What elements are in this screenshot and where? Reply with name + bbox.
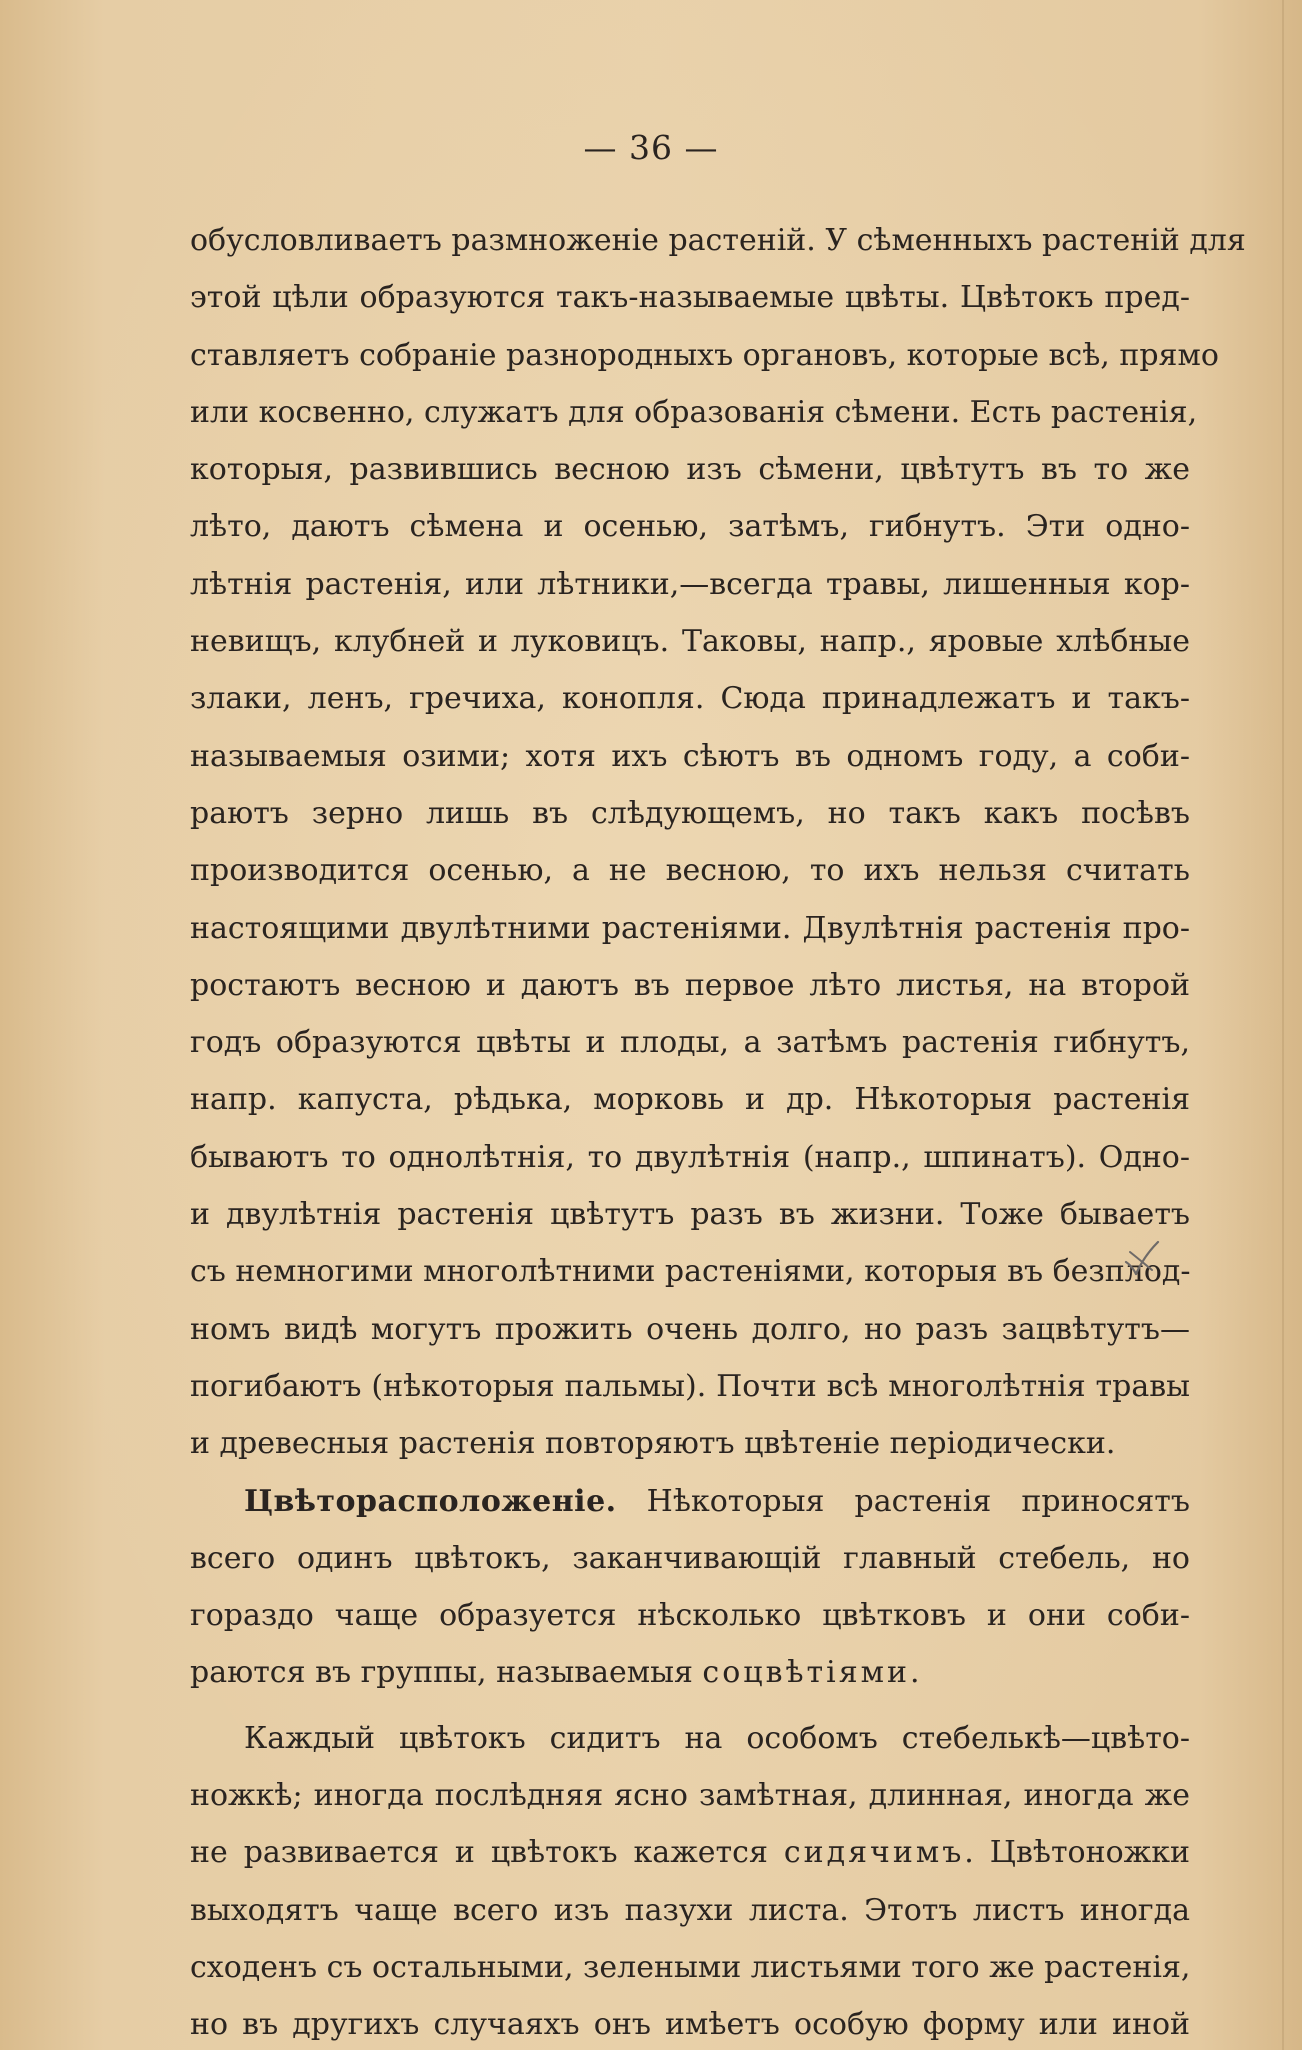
text-run: .	[910, 1655, 920, 1691]
paragraph-gap	[190, 1702, 1190, 1710]
section-heading: Цвѣторасположеніе.	[244, 1483, 617, 1519]
body-text	[190, 212, 1246, 2050]
text-line: напр. капуста, рѣдька, морковь и др. Нѣкоторыя растенія	[190, 1082, 1190, 1118]
text-line: номъ видѣ могутъ прожить очень долго, но разъ зацвѣтутъ—	[190, 1311, 1190, 1347]
text-line	[190, 1473, 1190, 1530]
text-line: невищъ, клубней и луковицъ. Таковы, напр., яровые хлѣбные	[190, 624, 1190, 660]
text-line: и древесныя растенія повторяютъ цвѣтеніе періодически.	[190, 1426, 1116, 1462]
page-edge-shadow	[1282, 0, 1284, 2050]
text-run: . Цвѣтоножки	[964, 1835, 1190, 1871]
text-line: называемыя озими; хотя ихъ сѣютъ въ одномъ году, а соби-	[190, 738, 1190, 774]
text-line: ставляетъ собраніе разнородныхъ органовъ, которые всѣ, прямо	[190, 337, 1219, 373]
paragraph-reproduction	[190, 212, 1246, 1473]
text-line: раютъ зерно лишь въ слѣдующемъ, но такъ какъ посѣвъ	[190, 795, 1190, 831]
text-line: производится осенью, а не весною, то ихъ нельзя считать	[190, 853, 1190, 889]
text-run: не развивается и цвѣтокъ кажется	[190, 1835, 784, 1871]
text-line	[190, 1824, 1190, 1881]
text-line: этой цѣли образуются такъ-называемые цвѣты. Цвѣтокъ пред-	[190, 280, 1190, 316]
pencil-check-mark	[1122, 1238, 1162, 1278]
paragraph-pedicel	[190, 1710, 1190, 2050]
text-line: злаки, ленъ, гречиха, конопля. Сюда принадлежатъ и такъ-	[190, 681, 1190, 717]
text-line: лѣто, даютъ сѣмена и осенью, затѣмъ, гибнутъ. Эти одно-	[190, 509, 1190, 545]
text-line: но въ другихъ случаяхъ онъ имѣетъ особую форму или иной	[190, 2007, 1190, 2043]
text-line: всего одинъ цвѣтокъ, заканчивающій главный стебель, но	[190, 1540, 1190, 1576]
text-run: Нѣкоторыя растенія приносятъ	[616, 1483, 1190, 1519]
text-line: гораздо чаще образуется нѣсколько цвѣтковъ и они соби-	[190, 1598, 1190, 1634]
text-line: бываютъ то однолѣтнія, то двулѣтнія (напр., шпинатъ). Одно-	[190, 1139, 1190, 1175]
emphasized-term: соцвѣтіями	[702, 1655, 911, 1691]
emphasized-term: сидячимъ	[783, 1835, 965, 1871]
text-line: Каждый цвѣтокъ сидитъ на особомъ стебелькѣ—цвѣто-	[244, 1720, 1190, 1756]
text-line: сходенъ съ остальными, зелеными листьями того же растенія,	[190, 1949, 1191, 1985]
text-line: ростаютъ весною и даютъ въ первое лѣто листья, на второй	[190, 967, 1190, 1003]
text-line: съ немногими многолѣтними растеніями, которыя въ безплод-	[190, 1254, 1191, 1290]
text-line: погибаютъ (нѣкоторыя пальмы). Почти всѣ многолѣтнія травы	[190, 1368, 1190, 1404]
text-line: настоящими двулѣтними растеніями. Двулѣтнія растенія про-	[190, 910, 1190, 946]
text-line: лѣтнія растенія, или лѣтники,—всегда травы, лишенныя кор-	[190, 566, 1190, 602]
text-line: или косвенно, служатъ для образованія сѣмени. Есть растенія,	[190, 394, 1198, 430]
text-line: и двулѣтнія растенія цвѣтутъ разъ въ жизни. Тоже бываетъ	[190, 1197, 1190, 1233]
text-run: раются въ группы, называемыя	[190, 1655, 703, 1691]
text-line	[190, 1644, 1190, 1701]
text-line: годъ образуются цвѣты и плоды, а затѣмъ растенія гибнутъ,	[190, 1025, 1190, 1061]
paragraph-inflorescence	[190, 1473, 1190, 1702]
text-line: выходятъ чаще всего изъ пазухи листа. Этотъ листъ иногда	[190, 1892, 1190, 1928]
page-number: — 36 —	[583, 128, 719, 167]
text-line: ножкѣ; иногда послѣдняя ясно замѣтная, длинная, иногда же	[190, 1778, 1190, 1814]
text-line: обусловливаетъ размноженіе растеній. У сѣменныхъ растеній для	[190, 223, 1246, 258]
text-line: которыя, развившись весною изъ сѣмени, цвѣтутъ въ то же	[190, 452, 1190, 488]
